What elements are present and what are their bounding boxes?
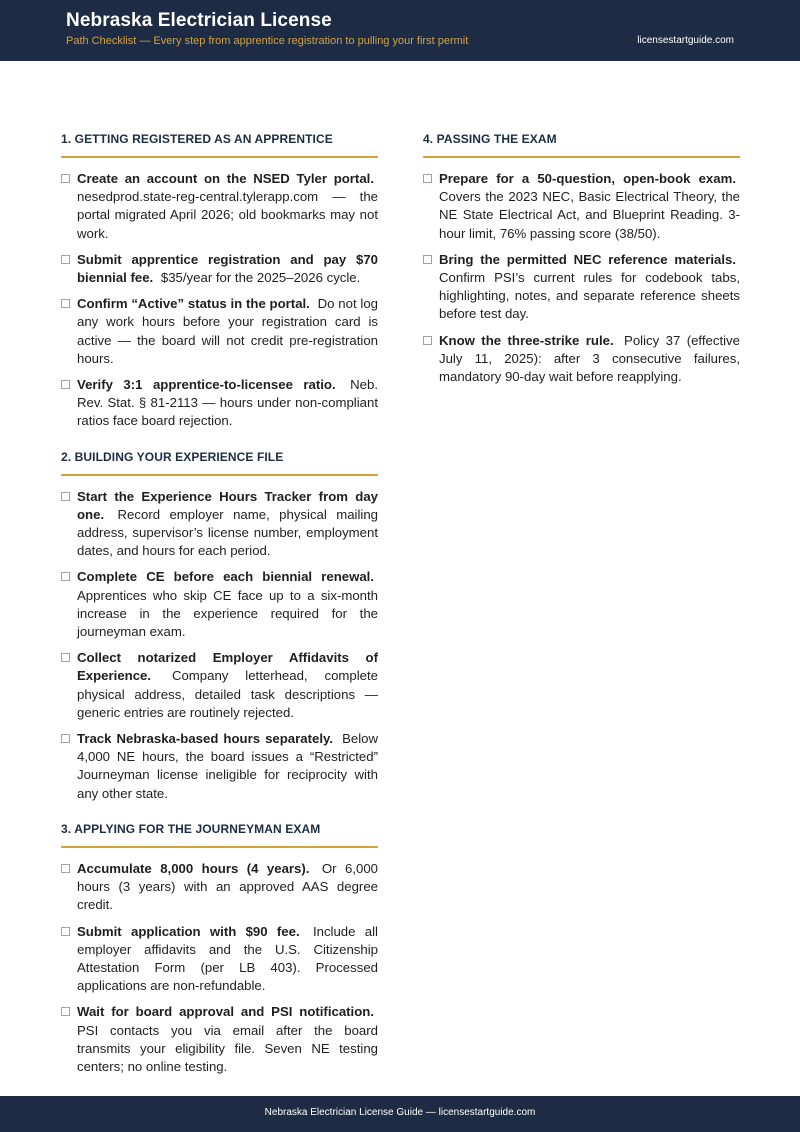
section-journeyman-application: [61, 822, 378, 1076]
checkbox-icon[interactable]: [423, 174, 432, 183]
section-passing-exam: [423, 132, 740, 386]
page-footer: [0, 1096, 800, 1132]
checkbox-icon[interactable]: [61, 255, 70, 264]
item-title: Start the Experience Hours Tracker from day one.: [77, 488, 378, 522]
checklist-item: [61, 488, 378, 561]
item-body: Covers the 2023 NEC, Basic Electrical Theory, the NE State Electrical Act, and Blueprint Reading. 3-hour limit, 76% passing score (38/50).: [439, 189, 740, 241]
checklist-item: [423, 332, 740, 387]
left-column: [61, 132, 378, 1095]
checkbox-icon[interactable]: [61, 927, 70, 936]
page-header: [0, 0, 800, 61]
item-title: Verify 3:1 apprentice-to-licensee ratio.: [77, 377, 336, 393]
section-apprentice-registration: [61, 132, 378, 431]
item-title: Bring the permitted NEC reference materials.: [439, 251, 736, 267]
item-body: Record employer name, physical mailing address, supervisor’s license number, employment dates, and hours for each period.: [77, 506, 378, 559]
section-experience-file: [61, 450, 378, 803]
footer-text: Nebraska Electrician License Guide — licensestartguide.com: [264, 1107, 536, 1118]
item-body: Or 6,000 hours (3 years) with an approved AAS degree credit.: [77, 860, 378, 913]
item-body: Policy 37 (effective July 11, 2025): after 3 consecutive failures, mandatory 90-day wait before reapplying.: [439, 332, 740, 385]
checkbox-icon[interactable]: [61, 1007, 70, 1016]
checklist-item: [61, 568, 378, 641]
item-title: Wait for board approval and PSI notification.: [77, 1004, 374, 1020]
item-title: Create an account on the NSED Tyler portal.: [77, 171, 374, 186]
checklist-item: [61, 295, 378, 368]
page-title: Nebraska Electrician License: [66, 10, 332, 31]
section-title: 3. APPLYING FOR THE JOURNEYMAN EXAM: [61, 822, 378, 848]
item-title: Accumulate 8,000 hours (4 years).: [77, 860, 310, 876]
item-body: $35/year for the 2025–2026 cycle.: [160, 270, 361, 286]
checkbox-icon[interactable]: [61, 864, 70, 873]
checklist-item: [61, 251, 378, 287]
checkbox-icon[interactable]: [423, 255, 432, 264]
item-body: Include all employer affidavits and the U.S. Citizenship Attestation Form (per LB 403). Processed applications are non-refundable.: [77, 923, 378, 994]
item-title: Know the three-strike rule.: [439, 332, 614, 348]
checklist-item: [61, 730, 378, 803]
checkbox-icon[interactable]: [61, 572, 70, 581]
section-title: 1. GETTING REGISTERED AS AN APPRENTICE: [61, 132, 378, 158]
checkbox-icon[interactable]: [423, 336, 432, 345]
page-subtitle: Path Checklist — Every step from apprentice registration to pulling your first permit: [66, 35, 469, 47]
checklist-item: [61, 1003, 378, 1076]
checkbox-icon[interactable]: [61, 299, 70, 308]
item-body: Do not log any work hours before your registration card is active — the board will not credit pre-registration hours.: [77, 296, 378, 366]
section-title: 2. BUILDING YOUR EXPERIENCE FILE: [61, 450, 378, 476]
checkbox-icon[interactable]: [61, 492, 70, 501]
item-body: Confirm PSI’s current rules for codebook tabs, highlighting, notes, and separate reference sheets before test day.: [439, 270, 740, 322]
checklist-item: [423, 170, 740, 243]
item-body: PSI contacts you via email after the board transmits your eligibility file. Seven NE testing centers; no online testing.: [77, 1022, 378, 1074]
checkbox-icon[interactable]: [61, 734, 70, 743]
right-column: [423, 132, 740, 405]
checklist-item: [61, 376, 378, 431]
item-body: Company letterhead, complete physical address, detailed task descriptions — generic entries are routinely rejected.: [77, 668, 378, 720]
item-title: Collect notarized Employer Affidavits of Experience.: [77, 650, 378, 684]
header-domain: licensestartguide.com: [637, 35, 734, 46]
checkbox-icon[interactable]: [61, 380, 70, 389]
checklist-item: [61, 923, 378, 996]
checklist-item: [61, 860, 378, 915]
checkbox-icon[interactable]: [61, 174, 70, 183]
item-body: Neb. Rev. Stat. § 81-2113 — hours under non-compliant ratios face board rejection.: [77, 377, 378, 429]
item-body: nesedprod.state-reg-central.tylerapp.com — the portal migrated April 2026; old bookmarks may not work.: [77, 189, 378, 241]
item-body: Below 4,000 NE hours, the board issues a “Restricted” Journeyman license ineligible for reciprocity with any other state.: [77, 731, 378, 801]
checklist-item: [423, 251, 740, 324]
checkbox-icon[interactable]: [61, 653, 70, 662]
item-body: Apprentices who skip CE face up to a six-month increase in the experience required for the journeyman exam.: [77, 587, 378, 640]
item-title: Complete CE before each biennial renewal.: [77, 569, 374, 585]
item-title: Submit apprentice registration and pay $70 biennial fee.: [77, 251, 378, 286]
checklist-item: [61, 649, 378, 722]
section-title: 4. PASSING THE EXAM: [423, 132, 740, 158]
checklist-item: [61, 170, 378, 243]
item-title: Prepare for a 50-question, open-book exam.: [439, 171, 736, 186]
item-title: Track Nebraska-based hours separately.: [77, 731, 334, 747]
item-title: Confirm “Active” status in the portal.: [77, 296, 310, 312]
item-title: Submit application with $90 fee.: [77, 923, 300, 939]
